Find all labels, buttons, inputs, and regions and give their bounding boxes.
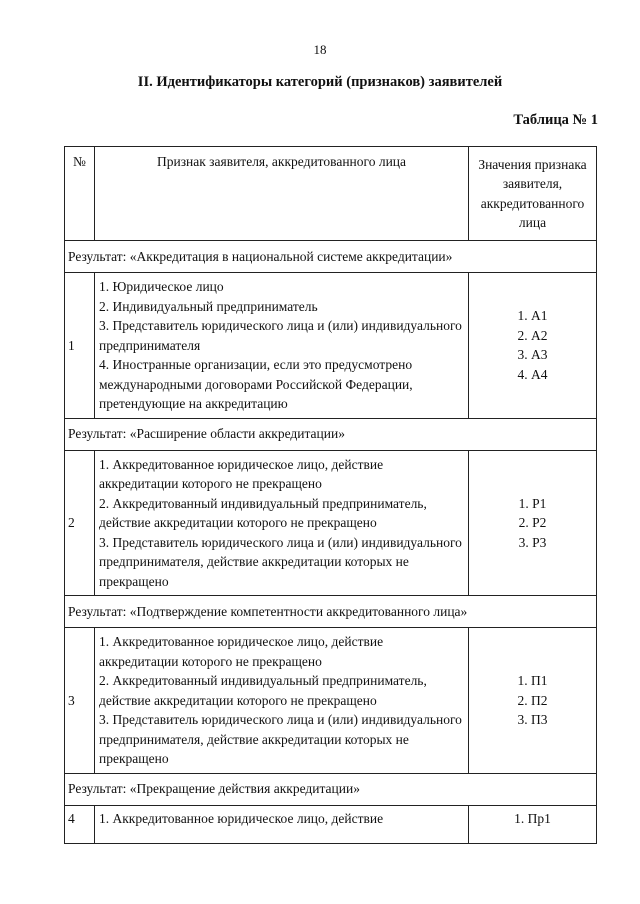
feature-list <box>95 628 469 774</box>
row-number: 1 <box>65 273 95 419</box>
result-label: Результат: «Расширение области аккредитации» <box>65 418 597 450</box>
value-list <box>469 273 597 419</box>
value-item: 1. П1 <box>517 673 548 688</box>
list-item: 3. Представитель юридического лица и (или) индивидуального предпринимателя, действие аккредитации которых не прекращено <box>99 534 462 589</box>
value-list <box>469 805 597 843</box>
result-row <box>65 596 597 628</box>
list-item: 1. Аккредитованное юридическое лицо, действие <box>99 810 384 826</box>
feature-list <box>95 273 469 419</box>
table-row <box>65 628 597 774</box>
table-label: Таблица № 1 <box>513 112 598 128</box>
value-list <box>469 628 597 774</box>
row-number: 2 <box>65 450 95 596</box>
row-number: 4 <box>65 805 95 843</box>
applicant-categories-table <box>64 146 597 844</box>
value-item: 1. А1 <box>517 308 548 324</box>
header-number: № <box>65 147 95 241</box>
feature-list <box>95 805 469 843</box>
list-item: 1. Аккредитованное юридическое лицо, действие аккредитации которого не прекращено <box>99 634 384 669</box>
list-item: 2. Индивидуальный предприниматель <box>99 298 318 314</box>
value-item: 1. Р1 <box>518 495 547 511</box>
result-label: Результат: «Прекращение действия аккредитации» <box>65 773 597 805</box>
value-item: 1. Пр1 <box>514 810 551 826</box>
list-item: 3. Представитель юридического лица и (или) индивидуального предпринимателя <box>99 318 462 353</box>
header-value: Значения признака заявителя, аккредитованного лица <box>469 147 597 241</box>
list-item: 4. Иностранные организации, если это предусмотрено международными договорами Российской Федерации, претендующие на аккредитацию <box>99 357 413 411</box>
result-label: Результат: «Аккредитация в национальной системе аккредитации» <box>65 241 597 273</box>
result-row <box>65 241 597 273</box>
feature-list <box>95 450 469 596</box>
value-item: 3. Р3 <box>518 534 547 550</box>
result-row <box>65 773 597 805</box>
list-item: 1. Юридическое лицо <box>99 279 224 294</box>
value-item: 3. П3 <box>517 712 548 727</box>
value-item: 3. А3 <box>517 347 548 363</box>
value-item: 2. П2 <box>517 692 548 708</box>
value-item: 4. А4 <box>517 366 548 382</box>
value-list <box>469 450 597 596</box>
table-row <box>65 805 597 843</box>
list-item: 1. Аккредитованное юридическое лицо, действие аккредитации которого не прекращено <box>99 456 384 491</box>
value-item: 2. А2 <box>517 327 548 343</box>
table-row <box>65 450 597 596</box>
value-item: 2. Р2 <box>518 515 547 530</box>
header-feature: Признак заявителя, аккредитованного лица <box>95 147 469 241</box>
result-label: Результат: «Подтверждение компетентности аккредитованного лица» <box>65 596 597 628</box>
section-title: II. Идентификаторы категорий (признаков) заявителей <box>137 74 503 90</box>
row-number: 3 <box>65 628 95 774</box>
table-row <box>65 273 597 419</box>
page-number: 18 <box>313 42 327 57</box>
list-item: 2. Аккредитованный индивидуальный предприниматель, действие аккредитации которого не прекращено <box>99 673 427 708</box>
result-row <box>65 418 597 450</box>
list-item: 2. Аккредитованный индивидуальный предприниматель, действие аккредитации которого не прекращено <box>99 495 427 530</box>
table-header-row <box>65 147 597 241</box>
list-item: 3. Представитель юридического лица и (или) индивидуального предпринимателя, действие аккредитации которых не прекращено <box>99 712 462 766</box>
